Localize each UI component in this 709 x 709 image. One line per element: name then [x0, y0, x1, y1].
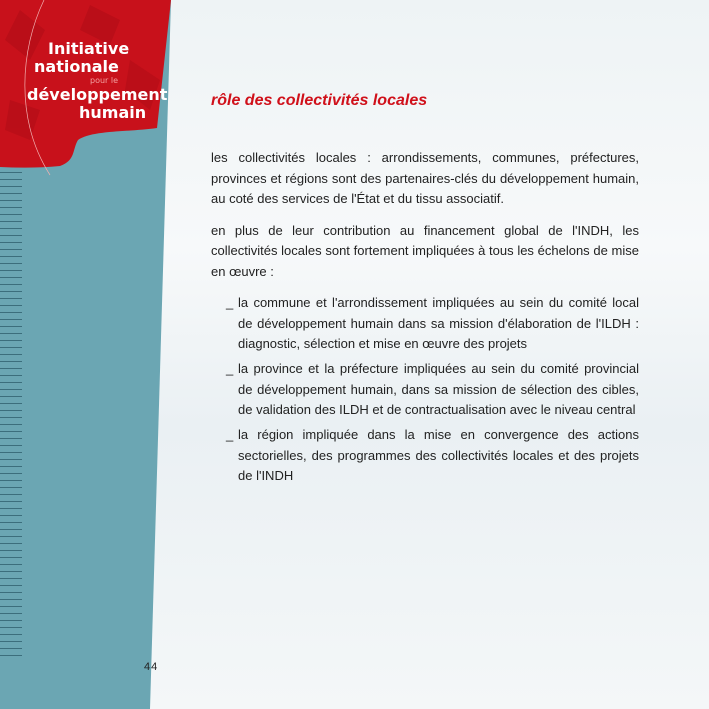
list-item: [226, 425, 639, 487]
bullet-marker: _: [226, 361, 234, 376]
page-number: 44: [144, 661, 159, 673]
logo-line-initiative: Initiative: [48, 39, 130, 58]
bullet-marker: _: [226, 427, 234, 442]
list-item-text: la région impliquée dans la mise en convergence des actions sectorielles, des programmes des collectivités locales et des projets de l'INDH: [238, 427, 639, 483]
bullet-marker: _: [226, 295, 234, 310]
paragraph-intro: les collectivités locales : arrondissements, communes, préfectures, provinces et régions sont des partenaires-clés du développement humain, au coté des services de l'État et du tissu associatif.: [211, 150, 639, 206]
logo-line-pour-le: pour le: [90, 76, 119, 85]
paragraph-contribution: en plus de leur contribution au financement global de l'INDH, les collectivités locales sont fortement impliquées à tous les échelons de mise en œuvre :: [211, 222, 639, 279]
body-content: [211, 148, 639, 491]
list-item-text: la commune et l'arrondissement impliquées au sein du comité local de développement humain dans sa mission d'élaboration de l'ILDH : diagnostic, sélection et mise en œuvre des projets: [238, 295, 639, 351]
list-item: [226, 293, 639, 355]
indh-logo: [0, 0, 175, 170]
list-item: [226, 359, 639, 421]
list-item-text: la province et la préfecture impliquées au sein du comité provincial de développement humain, dans sa mission de sélection des cibles, de validation des ILDH et de contractualisation avec le niveau central: [238, 361, 639, 417]
logo-line-nationale: nationale: [34, 57, 119, 76]
decorative-lines: [0, 172, 22, 662]
section-title: rôle des collectivités locales: [211, 92, 428, 109]
logo-line-humain: humain: [79, 103, 147, 122]
logo-line-developpement: développement: [27, 85, 168, 104]
